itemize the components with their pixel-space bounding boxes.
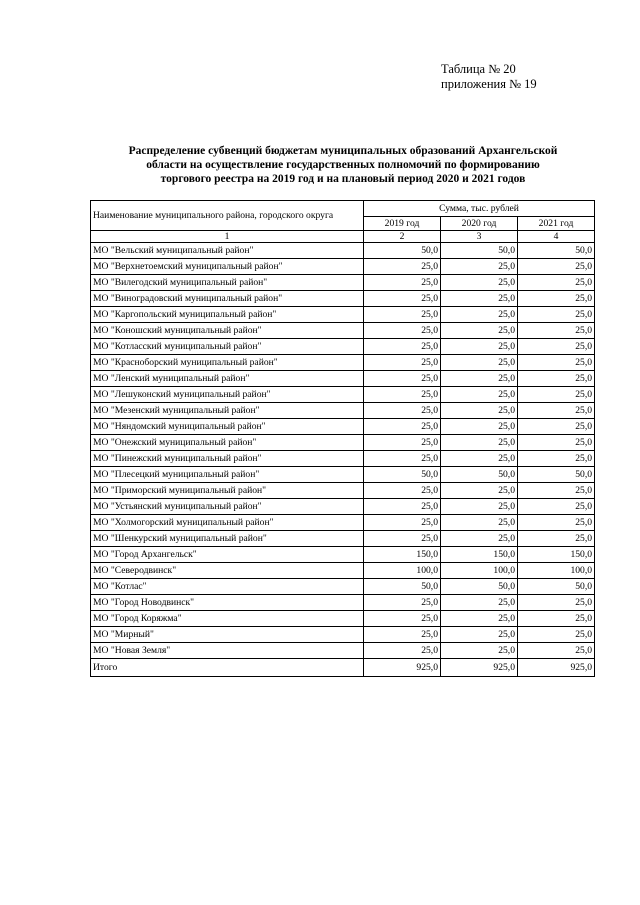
municipality-name: МО "Новая Земля" [91,643,364,659]
municipality-name: МО "Устьянский муниципальный район" [91,499,364,515]
table-row [91,563,595,579]
amount-2021: 25,0 [518,419,595,435]
amount-2019: 25,0 [364,323,441,339]
amount-2019: 25,0 [364,435,441,451]
title-line-3: торгового реестра на 2019 год и на плановый период 2020 и 2021 годов [160,173,526,185]
amount-2019: 25,0 [364,627,441,643]
column-number: 4 [518,231,595,243]
amount-2020: 25,0 [441,323,518,339]
amount-2021: 25,0 [518,371,595,387]
table-row [91,547,595,563]
table-row [91,579,595,595]
amount-2019: 25,0 [364,419,441,435]
document-title [90,144,596,186]
amount-2021: 25,0 [518,611,595,627]
municipality-name: МО "Ленский муниципальный район" [91,371,364,387]
amount-2020: 50,0 [441,579,518,595]
amount-2021: 50,0 [518,467,595,483]
title-line-2: области на осуществление государственных полномочий по формированию [146,159,540,171]
amount-2019: 25,0 [364,259,441,275]
table-row [91,291,595,307]
amount-2020: 25,0 [441,531,518,547]
amount-2020: 25,0 [441,515,518,531]
table-row [91,419,595,435]
table-row [91,451,595,467]
amount-2020: 25,0 [441,307,518,323]
amount-2021: 25,0 [518,403,595,419]
municipality-name: МО "Красноборский муниципальный район" [91,355,364,371]
municipality-name: МО "Коношский муниципальный район" [91,323,364,339]
amount-2020: 25,0 [441,611,518,627]
table-row [91,275,595,291]
municipality-name: МО "Верхнетоемский муниципальный район" [91,259,364,275]
total-amount-2021: 925,0 [518,659,595,677]
municipality-name: МО "Холмогорский муниципальный район" [91,515,364,531]
table-row [91,435,595,451]
amount-2020: 25,0 [441,483,518,499]
table-number-label: Таблица № 20 [441,62,516,76]
amount-2020: 25,0 [441,595,518,611]
table-row [91,259,595,275]
table-row [91,467,595,483]
municipality-name: МО "Каргопольский муниципальный район" [91,307,364,323]
amount-2020: 25,0 [441,643,518,659]
amount-2020: 25,0 [441,435,518,451]
table-row [91,339,595,355]
appendix-number-label: приложения № 19 [441,77,537,91]
table-row [91,355,595,371]
table-row [91,499,595,515]
column-header-name: Наименование муниципального района, городского округа [91,201,364,231]
amount-2019: 25,0 [364,499,441,515]
amount-2019: 25,0 [364,643,441,659]
amount-2020: 25,0 [441,371,518,387]
table-row [91,307,595,323]
amount-2021: 25,0 [518,435,595,451]
amount-2020: 25,0 [441,499,518,515]
municipality-name: МО "Онежский муниципальный район" [91,435,364,451]
amount-2021: 25,0 [518,643,595,659]
amount-2021: 25,0 [518,387,595,403]
amount-2021: 25,0 [518,499,595,515]
column-number: 1 [91,231,364,243]
amount-2020: 150,0 [441,547,518,563]
municipality-name: МО "Мирный" [91,627,364,643]
column-number: 3 [441,231,518,243]
municipality-name: МО "Город Новодвинск" [91,595,364,611]
amount-2020: 25,0 [441,451,518,467]
total-label: Итого [91,659,364,677]
table-row [91,371,595,387]
title-line-1: Распределение субвенций бюджетам муниципальных образований Архангельской [128,145,558,157]
amount-2020: 25,0 [441,403,518,419]
amount-2019: 100,0 [364,563,441,579]
amount-2019: 50,0 [364,579,441,595]
municipality-name: МО "Котлас" [91,579,364,595]
amount-2021: 25,0 [518,451,595,467]
amount-2021: 100,0 [518,563,595,579]
municipality-name: МО "Город Коряжма" [91,611,364,627]
amount-2019: 25,0 [364,307,441,323]
amount-2021: 25,0 [518,483,595,499]
amount-2021: 25,0 [518,275,595,291]
table-row [91,643,595,659]
amount-2020: 25,0 [441,339,518,355]
column-header-2019: 2019 год [364,217,441,231]
municipality-name: МО "Плесецкий муниципальный район" [91,467,364,483]
amount-2020: 25,0 [441,355,518,371]
table-row [91,595,595,611]
amount-2021: 25,0 [518,291,595,307]
amount-2019: 25,0 [364,371,441,387]
amount-2020: 25,0 [441,259,518,275]
table-header-row [91,201,595,217]
amount-2020: 50,0 [441,467,518,483]
amount-2019: 25,0 [364,451,441,467]
amount-2019: 50,0 [364,467,441,483]
amount-2021: 50,0 [518,579,595,595]
amount-2021: 25,0 [518,339,595,355]
amount-2019: 25,0 [364,339,441,355]
table-row [91,403,595,419]
amount-2019: 25,0 [364,531,441,547]
municipality-name: МО "Вилегодский муниципальный район" [91,275,364,291]
table-row [91,531,595,547]
amount-2021: 25,0 [518,307,595,323]
municipality-name: МО "Вельский муниципальный район" [91,243,364,259]
subvention-table [90,200,595,677]
municipality-name: МО "Няндомский муниципальный район" [91,419,364,435]
municipality-name: МО "Мезенский муниципальный район" [91,403,364,419]
amount-2021: 25,0 [518,595,595,611]
amount-2019: 25,0 [364,611,441,627]
table-row [91,323,595,339]
table-row [91,243,595,259]
municipality-name: МО "Северодвинск" [91,563,364,579]
amount-2021: 25,0 [518,323,595,339]
amount-2021: 50,0 [518,243,595,259]
column-number: 2 [364,231,441,243]
amount-2020: 25,0 [441,419,518,435]
total-amount-2020: 925,0 [441,659,518,677]
table-row [91,627,595,643]
amount-2021: 25,0 [518,355,595,371]
table-row [91,483,595,499]
amount-2019: 25,0 [364,483,441,499]
amount-2019: 25,0 [364,275,441,291]
municipality-name: МО "Пинежский муниципальный район" [91,451,364,467]
municipality-name: МО "Приморский муниципальный район" [91,483,364,499]
amount-2020: 25,0 [441,627,518,643]
total-row [91,659,595,677]
municipality-name: МО "Виноградовский муниципальный район" [91,291,364,307]
amount-2021: 25,0 [518,531,595,547]
amount-2020: 100,0 [441,563,518,579]
amount-2019: 25,0 [364,403,441,419]
municipality-name: МО "Котласский муниципальный район" [91,339,364,355]
amount-2020: 25,0 [441,275,518,291]
amount-2019: 25,0 [364,291,441,307]
amount-2020: 50,0 [441,243,518,259]
amount-2019: 150,0 [364,547,441,563]
amount-2021: 25,0 [518,627,595,643]
column-header-sum: Сумма, тыс. рублей [364,201,595,217]
table-row [91,387,595,403]
municipality-name: МО "Город Архангельск" [91,547,364,563]
column-header-2021: 2021 год [518,217,595,231]
amount-2019: 25,0 [364,355,441,371]
amount-2021: 150,0 [518,547,595,563]
table-reference [441,62,537,92]
table-row [91,515,595,531]
municipality-name: МО "Лешуконский муниципальный район" [91,387,364,403]
amount-2021: 25,0 [518,515,595,531]
column-header-2020: 2020 год [441,217,518,231]
total-amount-2019: 925,0 [364,659,441,677]
column-numbers-row [91,231,595,243]
amount-2021: 25,0 [518,259,595,275]
amount-2019: 25,0 [364,387,441,403]
table-row [91,611,595,627]
amount-2020: 25,0 [441,387,518,403]
amount-2020: 25,0 [441,291,518,307]
amount-2019: 25,0 [364,595,441,611]
amount-2019: 50,0 [364,243,441,259]
municipality-name: МО "Шенкурский муниципальный район" [91,531,364,547]
amount-2019: 25,0 [364,515,441,531]
